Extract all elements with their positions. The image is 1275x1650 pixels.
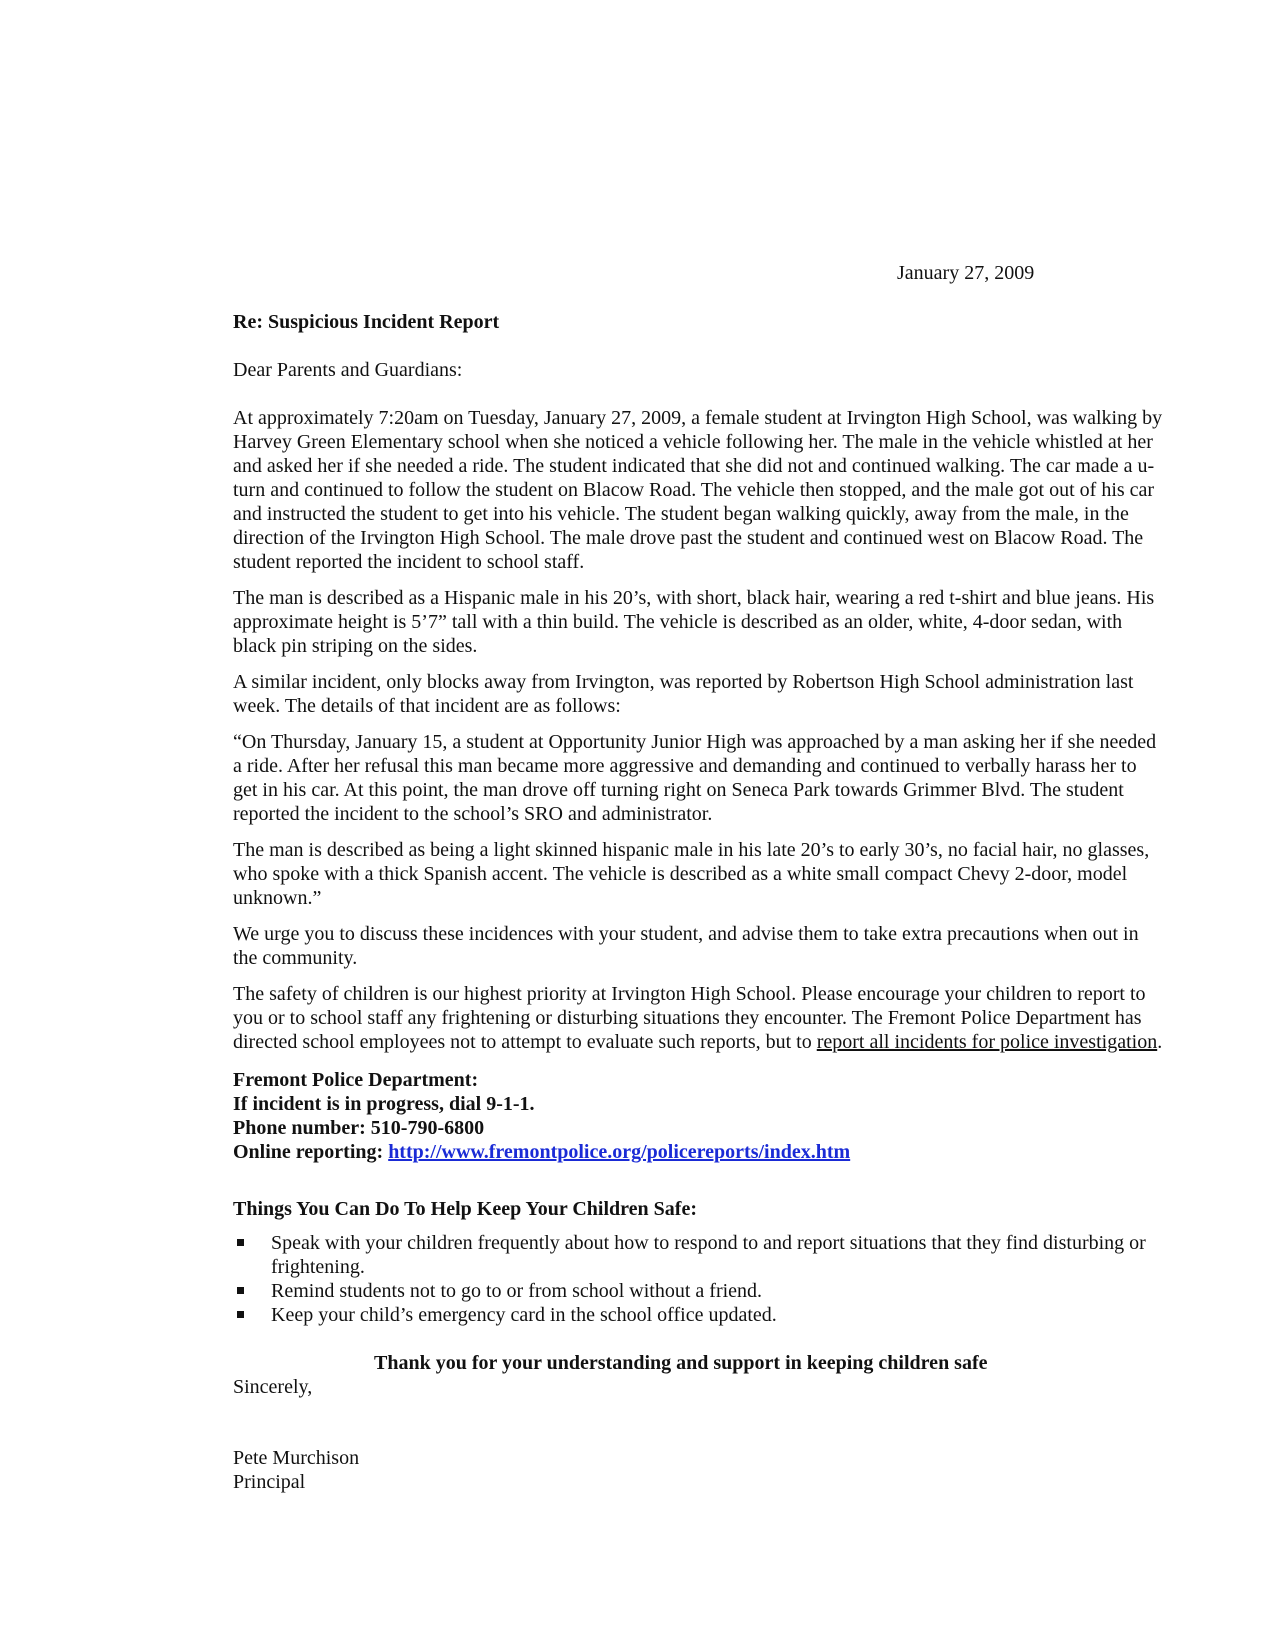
list-item — [233, 1279, 1163, 1303]
police-contact-block — [233, 1068, 1163, 1164]
safety-paragraph-underlined: report all incidents for police investigation — [816, 1031, 1158, 1053]
online-reporting-link[interactable]: http://www.fremontpolice.org/policereports/index.htm — [388, 1141, 851, 1163]
signer-title: Principal — [233, 1471, 306, 1493]
square-bullet-icon — [237, 1311, 244, 1318]
tip-text: Remind students not to go to or from school without a friend. — [271, 1280, 763, 1302]
contact-emergency: If incident is in progress, dial 9-1-1. — [233, 1093, 535, 1115]
tip-text: Speak with your children frequently about how to respond to and report situations that they find disturbing or frightening. — [271, 1232, 1146, 1278]
safety-paragraph-text: The safety of children is our highest priority at Irvington High School. Please encourage your children to report to you or to school staff any frightening or disturbing situations they encounter. The Fremont Police Department has directed school employees not to attempt to evaluate such reports, but to — [233, 983, 1146, 1053]
letter-body — [233, 310, 1163, 1494]
thank-you-line: Thank you for your understanding and support in keeping children safe — [374, 1352, 988, 1374]
contact-phone: Phone number: 510-790-6800 — [233, 1117, 485, 1139]
advice-paragraph: We urge you to discuss these incidences with your student, and advise them to take extra precautions when out in the community. — [233, 923, 1139, 969]
square-bullet-icon — [237, 1239, 244, 1246]
incident-paragraph: At approximately 7:20am on Tuesday, January 27, 2009, a female student at Irvington High School, was walking by Harvey Green Elementary school when she noticed a vehicle following her. The male in the vehicle whistled at her and asked her if she needed a ride. The student indicated that she did not and continued walking. The car made a u-turn and continued to follow the student on Blacow Road. The vehicle then stopped, and the male got out of his car and instructed the student to get into his vehicle. The student began walking quickly, away from the male, in the direction of the Irvington High School. The male drove past the student and continued west on Blacow Road. The student reported the incident to school staff. — [233, 407, 1163, 573]
closing: Sincerely, — [233, 1376, 313, 1398]
tip-text: Keep your child’s emergency card in the school office updated. — [271, 1304, 777, 1326]
safety-paragraph — [233, 982, 1163, 1054]
contact-heading: Fremont Police Department: — [233, 1069, 479, 1091]
similar-incident-paragraph: A similar incident, only blocks away from Irvington, was reported by Robertson High School administration last week. The details of that incident are as follows: — [233, 671, 1134, 717]
online-reporting-label: Online reporting: — [233, 1141, 389, 1163]
salutation: Dear Parents and Guardians: — [233, 359, 463, 381]
subject-line: Re: Suspicious Incident Report — [233, 311, 500, 333]
quoted-incident-paragraph: “On Thursday, January 15, a student at Opportunity Junior High was approached by a man asking her if she needed a ride. After her refusal this man became more aggressive and demanding and continued to verbally harass her to get in his car. At this point, the man drove off turning right on Seneca Park towards Grimmer Blvd. The student reported the incident to the school’s SRO and administrator. — [233, 731, 1157, 825]
letter-date: January 27, 2009 — [897, 262, 1035, 284]
signer-name: Pete Murchison — [233, 1447, 360, 1469]
safety-paragraph-end: . — [1157, 1031, 1163, 1053]
list-item — [233, 1231, 1163, 1279]
quoted-description-paragraph: The man is described as being a light skinned hispanic male in his late 20’s to early 30’s, no facial hair, no glasses, who spoke with a thick Spanish accent. The vehicle is described as a white small compact Chevy 2-door, model unknown.” — [233, 839, 1150, 909]
contact-online — [233, 1140, 1163, 1164]
tips-list — [233, 1231, 1163, 1327]
suspect-description-paragraph: The man is described as a Hispanic male in his 20’s, with short, black hair, wearing a red t-shirt and blue jeans. His approximate height is 5’7” tall with a thin build. The vehicle is described as an older, white, 4-door sedan, with black pin striping on the sides. — [233, 587, 1155, 657]
square-bullet-icon — [237, 1287, 244, 1294]
tips-heading: Things You Can Do To Help Keep Your Children Safe: — [233, 1198, 697, 1220]
list-item — [233, 1303, 1163, 1327]
